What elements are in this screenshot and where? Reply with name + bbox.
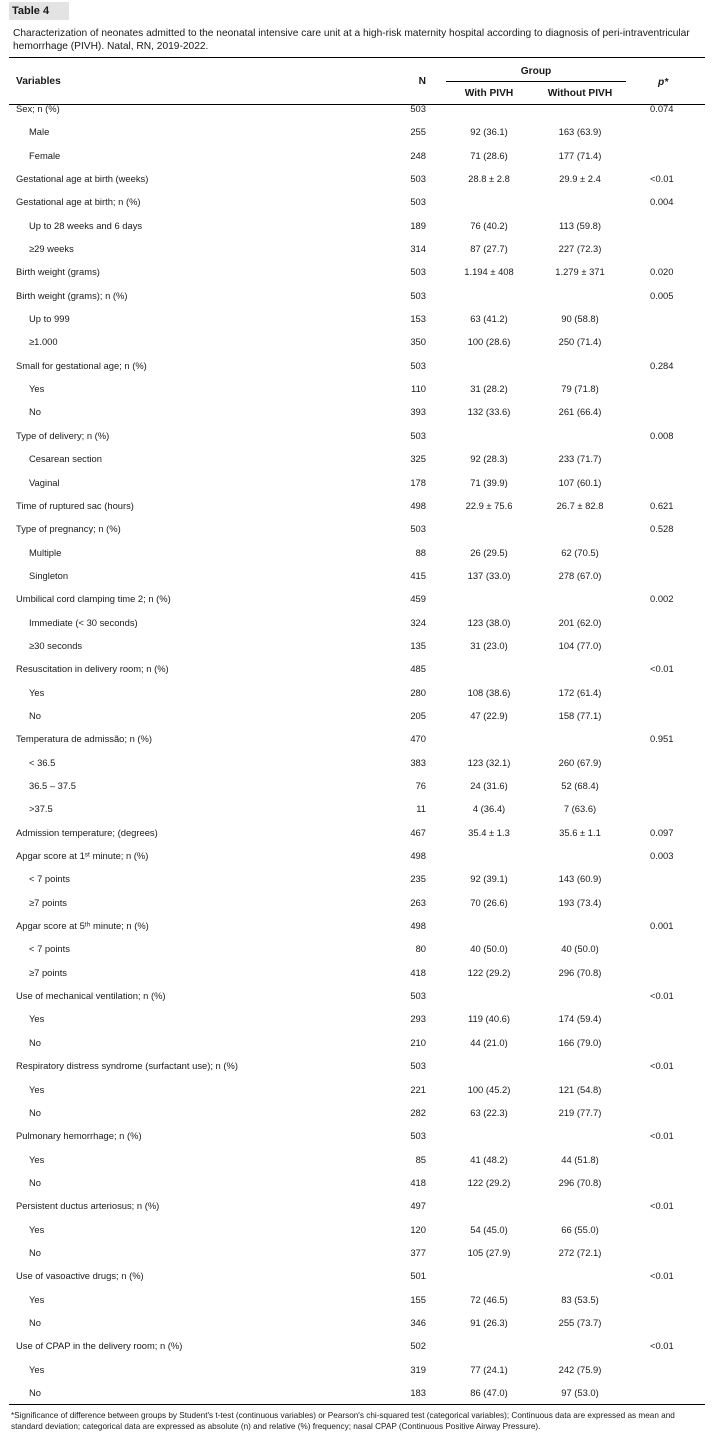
row-variable: Admission temperature; (degrees) (16, 826, 158, 838)
row-without-pivh: 97 (53.0) (561, 1387, 599, 1398)
row-n: 189 (410, 219, 426, 231)
row-variable: >37.5 (29, 803, 53, 815)
row-without-pivh: 250 (71.4) (558, 336, 602, 348)
table-row (0, 1338, 714, 1354)
row-without-pivh: 227 (72.3) (558, 243, 602, 255)
row-with-pivh: 63 (22.3) (470, 1106, 508, 1118)
row-with-pivh: 22.9 ± 75.6 (465, 499, 513, 511)
table-row (0, 615, 714, 631)
table-row (0, 801, 714, 817)
table-row (0, 731, 714, 747)
row-variable: Yes (29, 1293, 45, 1305)
row-n: 503 (410, 1130, 426, 1142)
row-n: 11 (416, 803, 426, 815)
table-row (0, 1362, 714, 1378)
row-with-pivh: 100 (28.6) (467, 336, 511, 348)
table-row (0, 428, 714, 444)
row-n: 325 (410, 453, 426, 465)
row-without-pivh: 255 (73.7) (558, 1316, 602, 1328)
table-row (0, 1152, 714, 1168)
row-with-pivh: 122 (29.2) (467, 966, 511, 978)
row-variable: Yes (29, 1013, 45, 1025)
row-n: 503 (410, 266, 426, 278)
table-row (0, 895, 714, 911)
table-row (0, 778, 714, 794)
row-p-value: <0.01 (650, 1060, 674, 1072)
row-p-value: 0.008 (650, 429, 674, 441)
row-n: 319 (410, 1363, 426, 1375)
row-n: 503 (410, 289, 426, 301)
row-p-value: <0.01 (650, 990, 674, 1002)
table-row (0, 1315, 714, 1331)
header-with-pivh: With PIVH (464, 88, 514, 99)
table-row (0, 1058, 714, 1074)
row-n: 485 (410, 663, 426, 675)
header-group: Group (520, 66, 552, 77)
row-n: 498 (410, 850, 426, 862)
row-with-pivh: 31 (28.2) (470, 383, 508, 395)
table-row (0, 1105, 714, 1121)
row-variable: Gestational age at birth; n (%) (16, 196, 141, 208)
row-p-value: 0.005 (650, 289, 674, 301)
row-n: 178 (410, 476, 426, 488)
table-row (0, 218, 714, 234)
table-row (0, 1222, 714, 1238)
row-p-value: 0.097 (650, 826, 674, 838)
row-p-value: 0.004 (650, 196, 674, 208)
row-n: 498 (410, 499, 426, 511)
row-variable: Use of vasoactive drugs; n (%) (16, 1270, 144, 1282)
row-variable: Immediate (< 30 seconds) (29, 616, 138, 628)
row-n: 503 (410, 359, 426, 371)
row-n: 155 (410, 1293, 426, 1305)
table-row (0, 101, 714, 117)
table-row (0, 545, 714, 561)
table-row (0, 825, 714, 841)
table-row (0, 1385, 714, 1401)
row-n: 497 (410, 1200, 426, 1212)
row-variable: ≥30 seconds (29, 639, 83, 651)
row-with-pivh: 41 (48.2) (470, 1153, 508, 1165)
row-without-pivh: 40 (50.0) (561, 943, 599, 955)
row-with-pivh: 119 (40.6) (467, 1013, 511, 1025)
row-with-pivh: 77 (24.1) (470, 1363, 508, 1375)
row-n: 503 (410, 523, 426, 535)
row-variable: Yes (29, 1083, 45, 1095)
table-row (0, 1175, 714, 1191)
row-n: 415 (410, 569, 426, 581)
row-without-pivh: 52 (68.4) (561, 780, 599, 792)
row-variable: No (29, 1387, 41, 1398)
row-without-pivh: 296 (70.8) (558, 1176, 602, 1188)
row-n: 503 (410, 429, 426, 441)
group-rule (446, 81, 626, 82)
table-row (0, 241, 714, 257)
table-row (0, 334, 714, 350)
table-row (0, 264, 714, 280)
row-variable: Multiple (29, 546, 62, 558)
row-n: 314 (410, 243, 426, 255)
row-n: 205 (410, 709, 426, 721)
row-without-pivh: 35.6 ± 1.1 (559, 826, 601, 838)
row-with-pivh: 137 (33.0) (467, 569, 511, 581)
row-with-pivh: 47 (22.9) (470, 709, 508, 721)
row-without-pivh: 272 (72.1) (558, 1246, 602, 1258)
row-variable: ≥7 points (29, 896, 67, 908)
row-p-value: 0.951 (650, 733, 674, 745)
row-n: 88 (415, 546, 426, 558)
row-variable: Male (29, 126, 50, 138)
row-n: 383 (410, 756, 426, 768)
row-n: 76 (415, 780, 426, 792)
row-variable: Gestational age at birth (weeks) (16, 173, 149, 185)
row-without-pivh: 261 (66.4) (558, 406, 602, 418)
row-variable: Small for gestational age; n (%) (16, 359, 147, 371)
row-without-pivh: 219 (77.7) (558, 1106, 602, 1118)
table-row (0, 638, 714, 654)
row-variable: Vaginal (29, 476, 60, 488)
row-n: 459 (410, 593, 426, 605)
row-variable: Yes (29, 686, 45, 698)
row-variable: Apgar score at 1ˢᵗ minute; n (%) (16, 850, 149, 862)
row-variable: No (29, 1176, 41, 1188)
row-variable: Birth weight (grams) (16, 266, 100, 278)
row-variable: Up to 999 (29, 313, 70, 325)
row-without-pivh: 90 (58.8) (561, 313, 599, 325)
row-n: 498 (410, 920, 426, 932)
row-variable: 36.5 – 37.5 (29, 780, 76, 792)
row-n: 235 (410, 873, 426, 885)
row-with-pivh: 54 (45.0) (470, 1223, 508, 1235)
table-row (0, 965, 714, 981)
row-n: 183 (410, 1387, 426, 1398)
table-row (0, 1245, 714, 1261)
row-n: 135 (410, 639, 426, 651)
row-without-pivh: 26.7 ± 82.8 (556, 499, 604, 511)
row-with-pivh: 28.8 ± 2.8 (468, 173, 510, 185)
table-row (0, 568, 714, 584)
row-with-pivh: 35.4 ± 1.3 (468, 826, 510, 838)
row-with-pivh: 86 (47.0) (470, 1387, 508, 1398)
row-variable: No (29, 1246, 41, 1258)
row-without-pivh: 44 (51.8) (561, 1153, 599, 1165)
row-with-pivh: 72 (46.5) (470, 1293, 508, 1305)
row-variable: Persistent ductus arteriosus; n (%) (16, 1200, 160, 1212)
row-variable: Cesarean section (29, 453, 102, 465)
table-row (0, 591, 714, 607)
row-variable: No (29, 709, 41, 721)
table-row (0, 685, 714, 701)
row-without-pivh: 163 (63.9) (558, 126, 602, 138)
table-row (0, 124, 714, 140)
row-n: 210 (410, 1036, 426, 1048)
row-with-pivh: 92 (39.1) (470, 873, 508, 885)
bottom-rule (9, 1404, 705, 1405)
row-with-pivh: 132 (33.6) (467, 406, 511, 418)
row-with-pivh: 4 (36.4) (472, 803, 506, 815)
row-variable: Yes (29, 383, 45, 395)
row-with-pivh: 40 (50.0) (470, 943, 508, 955)
row-without-pivh: 278 (67.0) (558, 569, 602, 581)
row-n: 85 (415, 1153, 426, 1165)
row-with-pivh: 63 (41.2) (470, 313, 508, 325)
row-variable: No (29, 1036, 41, 1048)
header-n: N (418, 76, 426, 87)
row-with-pivh: 123 (32.1) (467, 756, 511, 768)
row-variable: Umbilical cord clamping time 2; n (%) (16, 593, 171, 605)
row-variable: Apgar score at 5ᵗʰ minute; n (%) (16, 920, 149, 932)
row-without-pivh: 143 (60.9) (558, 873, 602, 885)
row-variable: ≥1.000 (29, 336, 58, 348)
row-variable: No (29, 1316, 41, 1328)
table-row (0, 1128, 714, 1144)
table-row (0, 1198, 714, 1214)
row-variable: Yes (29, 1153, 45, 1165)
row-with-pivh: 26 (29.5) (470, 546, 508, 558)
row-with-pivh: 105 (27.9) (467, 1246, 511, 1258)
table-row (0, 311, 714, 327)
row-p-value: 0.621 (650, 499, 674, 511)
table-row (0, 755, 714, 771)
row-without-pivh: 233 (71.7) (558, 453, 602, 465)
row-p-value: 0.001 (650, 920, 674, 932)
row-n: 120 (410, 1223, 426, 1235)
table-row (0, 288, 714, 304)
row-variable: Singleton (29, 569, 69, 581)
row-p-value: 0.528 (650, 523, 674, 535)
row-p-value: 0.020 (650, 266, 674, 278)
table-row (0, 848, 714, 864)
table-row (0, 918, 714, 934)
table-row (0, 475, 714, 491)
table-row (0, 1035, 714, 1051)
row-with-pivh: 92 (28.3) (470, 453, 508, 465)
row-variable: ≥29 weeks (29, 243, 74, 255)
table-caption: Characterization of neonates admitted to the neonatal intensive care unit at a high-risk maternity hospital according to diagnosis of peri-intraventricular hemorrhage (PIVH). Natal, RN, 2019-2022. (13, 28, 690, 52)
table-row (0, 988, 714, 1004)
table-row (0, 1082, 714, 1098)
row-without-pivh: 83 (53.5) (561, 1293, 599, 1305)
table-row (0, 381, 714, 397)
row-without-pivh: 107 (60.1) (558, 476, 602, 488)
row-n: 282 (410, 1106, 426, 1118)
row-with-pivh: 1.194 ± 408 (464, 266, 514, 278)
row-variable: < 7 points (29, 943, 70, 955)
row-with-pivh: 87 (27.7) (470, 243, 508, 255)
table-row (0, 451, 714, 467)
table-row (0, 148, 714, 164)
row-without-pivh: 66 (55.0) (561, 1223, 599, 1235)
row-with-pivh: 122 (29.2) (467, 1176, 511, 1188)
row-variable: ≥7 points (29, 966, 67, 978)
row-without-pivh: 201 (62.0) (558, 616, 602, 628)
row-without-pivh: 104 (77.0) (558, 639, 602, 651)
row-p-value: <0.01 (650, 1270, 674, 1282)
row-variable: Type of pregnancy; n (%) (16, 523, 121, 535)
row-variable: Female (29, 149, 61, 161)
row-without-pivh: 177 (71.4) (558, 149, 602, 161)
row-variable: Up to 28 weeks and 6 days (29, 219, 143, 231)
row-with-pivh: 71 (39.9) (470, 476, 508, 488)
row-variable: Type of delivery; n (%) (16, 429, 110, 441)
row-variable: No (29, 406, 41, 418)
row-with-pivh: 44 (21.0) (470, 1036, 508, 1048)
row-without-pivh: 79 (71.8) (561, 383, 599, 395)
row-without-pivh: 113 (59.8) (558, 219, 602, 231)
row-n: 221 (410, 1083, 426, 1095)
row-without-pivh: 260 (67.9) (558, 756, 602, 768)
table-row (0, 498, 714, 514)
row-without-pivh: 158 (77.1) (558, 709, 602, 721)
row-n: 350 (410, 336, 426, 348)
row-n: 502 (410, 1340, 426, 1352)
row-n: 418 (410, 966, 426, 978)
row-variable: Temperatura de admissão; n (%) (16, 733, 152, 745)
row-variable: < 36.5 (29, 756, 56, 768)
row-p-value: <0.01 (650, 173, 674, 185)
row-without-pivh: 174 (59.4) (558, 1013, 602, 1025)
row-p-value: <0.01 (650, 663, 674, 675)
table-row (0, 358, 714, 374)
table-footnote: *Significance of difference between groups by Student's t-test (continuous variables) or Pearson's chi-squared test (categorical variables); Continuous data are expressed as mean and standard deviation; categorical data are expressed as absolute (n) and relative (%) frequency; nasal CPAP (Continuous Positive Airway Pressure). (11, 1411, 675, 1431)
row-with-pivh: 91 (26.3) (470, 1316, 508, 1328)
row-n: 503 (410, 103, 426, 114)
row-n: 324 (410, 616, 426, 628)
row-without-pivh: 296 (70.8) (558, 966, 602, 978)
row-p-value: 0.074 (650, 103, 674, 114)
row-variable: Time of ruptured sac (hours) (16, 499, 134, 511)
row-with-pivh: 100 (45.2) (467, 1083, 511, 1095)
row-n: 467 (410, 826, 426, 838)
table-row (0, 661, 714, 677)
row-n: 280 (410, 686, 426, 698)
row-without-pivh: 121 (54.8) (558, 1083, 602, 1095)
row-n: 470 (410, 733, 426, 745)
table-row (0, 194, 714, 210)
row-with-pivh: 108 (38.6) (467, 686, 511, 698)
row-n: 377 (410, 1246, 426, 1258)
row-variable: Resuscitation in delivery room; n (%) (16, 663, 169, 675)
row-n: 418 (410, 1176, 426, 1188)
row-p-value: 0.284 (650, 359, 674, 371)
row-n: 503 (410, 196, 426, 208)
row-with-pivh: 24 (31.6) (470, 780, 508, 792)
row-n: 503 (410, 1060, 426, 1072)
row-without-pivh: 1.279 ± 371 (555, 266, 605, 278)
row-variable: No (29, 1106, 41, 1118)
table-row (0, 941, 714, 957)
header-p: p* (658, 77, 669, 88)
row-without-pivh: 29.9 ± 2.4 (559, 173, 601, 185)
row-n: 393 (410, 406, 426, 418)
table-row (0, 171, 714, 187)
row-p-value: <0.01 (650, 1200, 674, 1212)
table-row (0, 521, 714, 537)
row-variable: Yes (29, 1223, 45, 1235)
row-without-pivh: 166 (79.0) (558, 1036, 602, 1048)
row-n: 263 (410, 896, 426, 908)
table-row (0, 404, 714, 420)
table-row (0, 708, 714, 724)
table-row (0, 1292, 714, 1308)
row-p-value: 0.002 (650, 593, 674, 605)
row-without-pivh: 172 (61.4) (558, 686, 602, 698)
row-with-pivh: 76 (40.2) (470, 219, 508, 231)
row-n: 248 (410, 149, 426, 161)
row-variable: Use of mechanical ventilation; n (%) (16, 990, 166, 1002)
row-without-pivh: 242 (75.9) (558, 1363, 602, 1375)
row-n: 501 (410, 1270, 426, 1282)
row-p-value: <0.01 (650, 1340, 674, 1352)
row-variable: Pulmonary hemorrhage; n (%) (16, 1130, 142, 1142)
row-without-pivh: 7 (63.6) (563, 803, 597, 815)
row-n: 503 (410, 990, 426, 1002)
table-label: Table 4 (9, 2, 69, 20)
top-rule (9, 57, 705, 58)
row-n: 153 (410, 313, 426, 325)
row-n: 80 (415, 943, 426, 955)
row-variable: Birth weight (grams); n (%) (16, 289, 128, 301)
row-variable: Respiratory distress syndrome (surfactant use); n (%) (16, 1060, 238, 1072)
row-variable: Yes (29, 1363, 45, 1375)
row-with-pivh: 71 (28.6) (470, 149, 508, 161)
row-n: 110 (411, 383, 426, 395)
row-with-pivh: 70 (26.6) (470, 896, 508, 908)
row-without-pivh: 62 (70.5) (561, 546, 599, 558)
row-p-value: <0.01 (650, 1130, 674, 1142)
table-row (0, 871, 714, 887)
table-row (0, 1268, 714, 1284)
row-with-pivh: 123 (38.0) (467, 616, 511, 628)
row-with-pivh: 92 (36.1) (470, 126, 508, 138)
row-with-pivh: 31 (23.0) (470, 639, 508, 651)
row-variable: < 7 points (29, 873, 70, 885)
row-variable: Use of CPAP in the delivery room; n (%) (16, 1340, 183, 1352)
table-row (0, 1011, 714, 1027)
header-without-pivh: Without PIVH (547, 88, 613, 99)
row-without-pivh: 193 (73.4) (558, 896, 602, 908)
header-variables: Variables (16, 76, 61, 87)
row-n: 293 (410, 1013, 426, 1025)
row-n: 346 (410, 1316, 426, 1328)
row-p-value: 0.003 (650, 850, 674, 862)
row-variable: Sex; n (%) (16, 103, 60, 114)
row-n: 503 (410, 173, 426, 185)
row-n: 255 (410, 126, 426, 138)
